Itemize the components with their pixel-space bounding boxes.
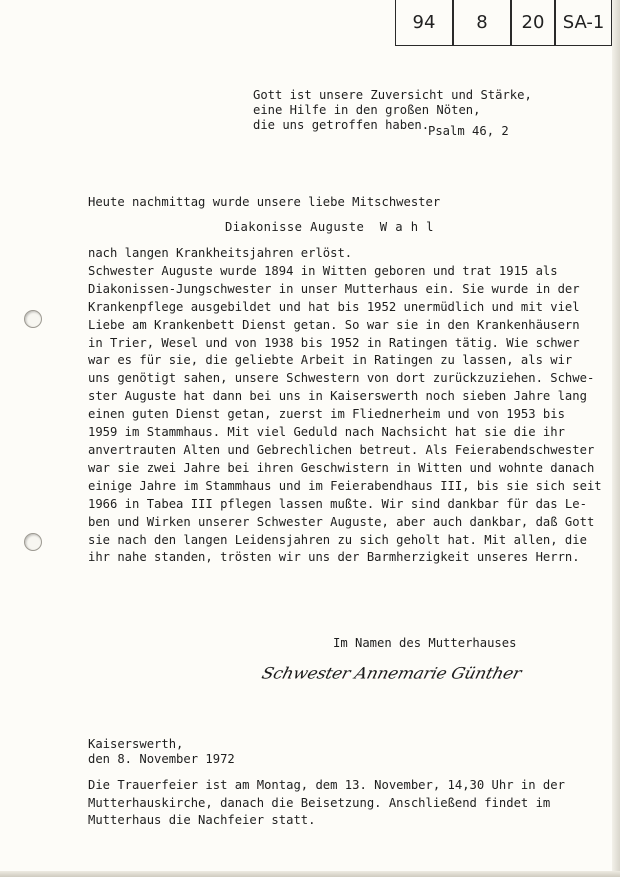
letter-place: Kaiserswerth,	[88, 737, 184, 751]
handwritten-signature	[259, 664, 544, 698]
footer-line: Mutterhauskirche, danach die Beisetzung. Anschließend findet im	[88, 795, 551, 810]
body-line: 1959 im Stammhaus. Mit viel Geduld nach Nachsicht hat sie die ihr	[88, 425, 565, 440]
archive-stamp-box	[453, 0, 511, 46]
archive-stamp-number: 8	[476, 12, 488, 33]
signature-text: Schwester Annemarie Günther	[259, 664, 524, 684]
body-line: nach langen Krankheitsjahren erlöst.	[88, 246, 353, 260]
punch-hole-icon	[24, 533, 42, 551]
obituary-body	[88, 245, 602, 567]
epigraph-line: die uns getroffen haben.	[253, 118, 430, 132]
body-line: in Trier, Wesel und von 1938 bis 1952 in Ratingen tätig. Wie schwer	[88, 335, 580, 350]
body-line: war sie zwei Jahre bei ihren Geschwistern in Witten und wohnte danach	[88, 460, 595, 475]
body-line: ster Auguste hat dann bei uns in Kaiserswerth noch sieben Jahre lang	[88, 389, 587, 404]
body-line: einige Jahre im Stammhaus und im Feierabendhaus III, bis sie sich seit	[88, 478, 602, 493]
archive-stamp-box	[511, 0, 555, 46]
archive-stamp-number: 94	[412, 12, 436, 33]
footer-line: Mutterhaus die Nachfeier statt.	[88, 813, 316, 827]
body-line: uns genötigt sahen, unsere Schwestern von dort zurückzuziehen. Schwe-	[88, 371, 595, 386]
body-line: anvertrauten Alten und Gebrechlichen betreut. Als Feierabendschwester	[88, 442, 595, 457]
body-line: ihr nahe standen, trösten wir uns der Barmherzigkeit unseres Herrn.	[88, 550, 580, 565]
announcement-opening: Heute nachmittag wurde unsere liebe Mitschwester	[88, 195, 441, 209]
paper-edge-right	[612, 0, 620, 877]
epigraph-line: Gott ist unsere Zuversicht und Stärke,	[253, 88, 532, 102]
body-line: Diakonissen-Jungschwester in unser Mutterhaus ein. Sie wurde in der	[88, 281, 580, 296]
funeral-notice	[88, 777, 565, 830]
body-line: war es für sie, die geliebte Arbeit in Ratingen zu lassen, als wir	[88, 353, 573, 368]
footer-line: Die Trauerfeier ist am Montag, dem 13. November, 14,30 Uhr in der	[88, 778, 565, 792]
archive-stamp-code: SA-1	[562, 12, 605, 33]
archive-stamp-box	[395, 0, 453, 46]
closing-line: Im Namen des Mutterhauses	[333, 636, 517, 650]
body-line: einen guten Dienst getan, zuerst im Fliednerheim und von 1953 bis	[88, 407, 565, 422]
body-line: Krankenpflege ausgebildet und hat bis 1952 unermüdlich und mit viel	[88, 299, 580, 314]
deceased-name: Diakonisse Auguste W a h l	[225, 220, 434, 234]
letter-date: den 8. November 1972	[88, 752, 235, 766]
epigraph-line: eine Hilfe in den großen Nöten,	[253, 103, 481, 117]
archive-stamp-number: 20	[521, 12, 545, 33]
archive-stamp-box	[555, 0, 612, 46]
body-line: Schwester Auguste wurde 1894 in Witten geboren und trat 1915 als	[88, 263, 558, 278]
body-line: Liebe am Krankenbett Dienst getan. So war sie in den Krankenhäusern	[88, 317, 580, 332]
body-line: sie nach den langen Leidensjahren zu sich geholt hat. Mit allen, die	[88, 532, 587, 547]
body-line: 1966 in Tabea III pflegen lassen mußte. Wir sind dankbar für das Le-	[88, 496, 587, 511]
paper-edge-bottom	[0, 871, 620, 877]
punch-hole-icon	[24, 310, 42, 328]
psalm-reference: Psalm 46, 2	[428, 124, 509, 138]
body-line: ben und Wirken unserer Schwester Auguste, aber auch dankbar, daß Gott	[88, 514, 595, 529]
